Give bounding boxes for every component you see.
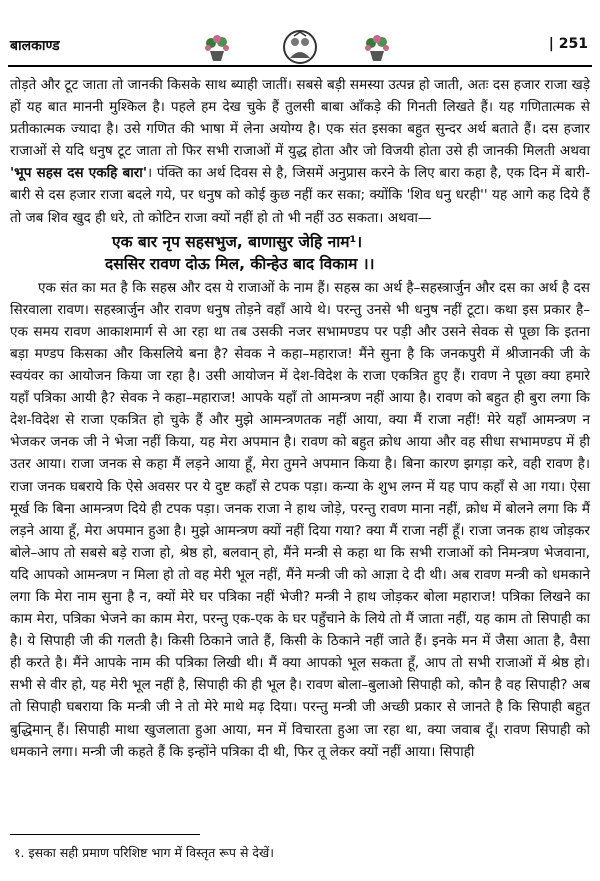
verse-line: दससिर रावण दोऊ मिल, कीन्हेउ बाद विकाम ।। [105, 254, 375, 273]
footnote: १. इसका सही प्रमाण परिशिष्ट भाग में विस्तृत रूप से देखें। [14, 845, 275, 860]
paragraph [10, 74, 590, 229]
footnote-divider [10, 834, 200, 835]
page-header [0, 0, 600, 72]
paragraph-text: । पंक्ति का अर्थ दिवस से है, जिसमें अनुप्रास करने के लिए बारा कहा है, एक दिन में बारी-बारी से दस हजार राजा बदले गये, पर धनुष को कोई कुछ नहीं कर सका; क्योंकि 'शिव धनु धरही'' यह आगे कह दिये हैं तो जब शिव खुद ही धरे, तो कोटिन राजा क्यों नहीं हो तो भी नहीं उठ सकता। अथवा— [10, 165, 590, 226]
quoted-line: 'भूप सहस दस एकहि बारा' [10, 165, 147, 182]
verse-block [10, 231, 590, 275]
paragraph-text: तोड़ते और टूट जाता तो जानकी किसके साथ ब्याही जातीं। सबसे बड़ी समस्या उत्पन्न हो जाती, अतः दस हजार राजा खड़े हों यह बात माननी मुश्किल है। पहले हम देख चुके हैं तुलसी बाबा आँकड़े की गिनती लिखते हैं। यह गणितात्मक से प्रतीकात्मक ज्यादा है। उसे गणित की भाषा में लेना अयोग्य है। एक संत इसका बहुत सुन्दर अर्थ बताते हैं। दस हजार राजाओं से यदि धनुष टूट जाता तो फिर सभी राजाओं में युद्ध होता और जो विजयी होता उसे ही जानकी मिलती अथवा [10, 77, 590, 160]
page-number: | 251 [548, 36, 588, 52]
deity-emblem-icon [282, 30, 318, 64]
paragraph: एक संत का मत है कि सहस्र और दस ये राजाओं के नाम हैं। सहस्र का अर्थ है–सहस्त्रार्जुन और दस का अर्थ है दस सिरवाला रावण। सहस्त्रार्जुन और रावण धनुष तोड़ने वहाँ आये थे। परन्तु उनसे भी धनुष नहीं टूटा। कथा इस प्रकार है–एक समय रावण आकाशमार्ग से आ रहा था तब उसकी नजर सभामण्डप पर पड़ी और उसने सेवक से पूछा कि इतना बड़ा मण्डप किसका और किसलिये बना है? सेवक ने कहा–महाराज! मैंने सुना है कि जनकपुरी में श्रीजानकी जी के स्वयंवर का आयोजन किया जा रहा है। उसी आयोजन में देश-विदेश के राजा एकत्रित हुए हैं। रावण ने पूछा क्या हमारे यहाँ पत्रिका आयी है? सेवक ने कहा–महाराज! आपके यहाँ तो आमन्त्रण नहीं आया है। रावण को बहुत ही बुरा लगा कि देश-विदेश से राजा एकत्रित हो चुके हैं और मुझे आमन्त्रणतक नहीं आया, क्या मैं राजा नहीं! मेरे यहाँ आमन्त्रण न भेजकर जनक जी ने भेजा नहीं किया, यह मेरा अपमान है। रावण को बहुत क्रोध आया और वह सीधा सभामण्डप में ही उतर आया। राजा जनक से कहा मैं लड़ने आया हूँ, मेरा तुमने अपमान किया है। बिना कारण झगड़ा करे, वही रावण है। राजा जनक घबराये कि ऐसे अवसर पर ये दुष्ट कहाँ से टपक पड़ा। कन्या के शुभ लग्न में यह पाप कहाँ से आ गया। ऐसा मूर्ख कि बिना आमन्त्रण दिये ही टपक पड़ा। जनक राजा ने हाथ जोड़े, परन्तु रावण माना नहीं, क्रोध में बोलने लगा कि मैं लड़ने आया हूँ, मेरा अपमान हुआ है। मुझे आमन्त्रण क्यों नहीं दिया गया? क्या मैं राजा नहीं हूँ। राजा जनक हाथ जोड़कर बोले–आप तो सबसे बड़े राजा हो, श्रेष्ठ हो, बलवान् हो, मैंने मन्त्री से कहा था कि सभी राजाओं को निमन्त्रण भेजवाना, यदि आपको आमन्त्रण न मिला हो तो वह मेरी भूल नहीं, मैंने मन्त्री जी को आज्ञा दे दी थी। अब रावण मन्त्री को धमकाने लगा कि मेरा नाम सुना है न, क्यों मेरे घर पत्रिका नहीं भेजी? मन्त्री ने हाथ जोड़कर बोला महाराज! पत्रिका लिखने का काम मेरा, पत्रिका भेजने का काम मेरा, परन्तु एक-एक के घर पहुँचाने के लिये तो मैं जाता नहीं, यह काम तो सिपाही का है। ये सिपाही जी की गलती है। किसी ठिकाने जाते हैं, किसी के ठिकाने नहीं जाते हैं। इनके मन में जैसा आता है, वैसा ही करते है। मैंने आपके नाम की पत्रिका लिखी थी। मैं क्या आपको भूल सकता हूँ, आप तो सभी राजाओं में श्रेष्ठ हो। सभी से वीर हो, यह मेरी भूल नहीं है, सिपाही की ही भूल है। रावण बोला–बुलाओ सिपाही को, कौन है वह सिपाही? अब तो सिपाही घबराया कि मन्त्री जी ने तो मेरे माथे मढ़ दिया। परन्तु मन्त्री जी अच्छी प्रकार से जानते है कि सिपाही बहुत बुद्धिमान् हैं। सिपाही माथा खुजलाता हुआ आया, मन में विचारता हुआ जा रहा था, क्या जवाब दूँ। रावण सिपाही को धमकाने लगा। मन्त्री जी कहते हैं कि इन्होंने पत्रिका दी थी, फिर तू लेकर क्यों नहीं आया। सिपाही [10, 279, 590, 760]
verse-line: एक बार नृप सहसभुज, बाणासुर जेहि नाम¹। [112, 232, 363, 251]
flower-pot-icon [200, 34, 234, 62]
flower-pot-icon [360, 34, 394, 62]
page-body [10, 74, 590, 763]
header-divider [8, 65, 592, 67]
section-title: बालकाण्ड [10, 38, 60, 54]
